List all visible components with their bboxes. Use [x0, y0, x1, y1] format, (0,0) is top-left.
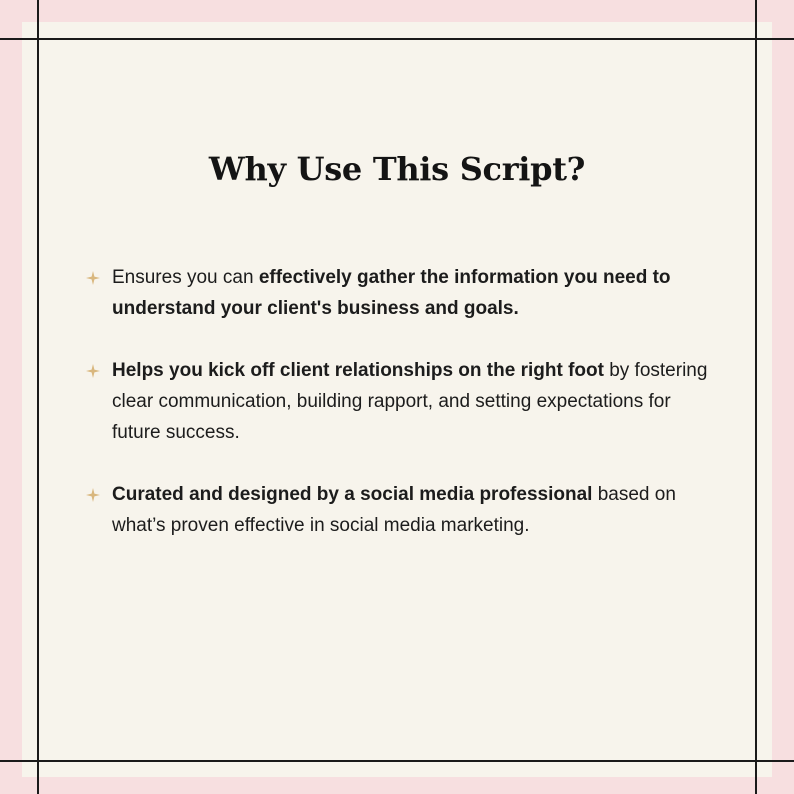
frame-line-top	[0, 38, 794, 40]
list-item	[84, 479, 724, 541]
bullet-text-tail: by fostering clear communication, building rapport, and setting expectations for future success.	[112, 360, 708, 443]
bullet-text-bold: Curated and designed by a social media professional	[112, 484, 593, 505]
frame-line-left	[37, 0, 39, 794]
bullet-text-tail: based on what’s proven effective in social media marketing.	[112, 484, 676, 536]
frame-line-right	[755, 0, 757, 794]
page-title: Why Use This Script?	[208, 150, 586, 188]
sparkle-icon	[86, 364, 100, 378]
bullet-text-bold: effectively gather the information you need to understand your client's business and goals.	[112, 267, 671, 319]
list-item	[84, 355, 724, 448]
bullet-text-lead: Ensures you can	[112, 267, 259, 288]
benefit-list	[84, 262, 724, 572]
list-item	[84, 262, 724, 324]
sparkle-icon	[86, 271, 100, 285]
bullet-text-bold: Helps you kick off client relationships on the right foot	[112, 360, 604, 381]
frame-line-bottom	[0, 760, 794, 762]
sparkle-icon	[86, 488, 100, 502]
